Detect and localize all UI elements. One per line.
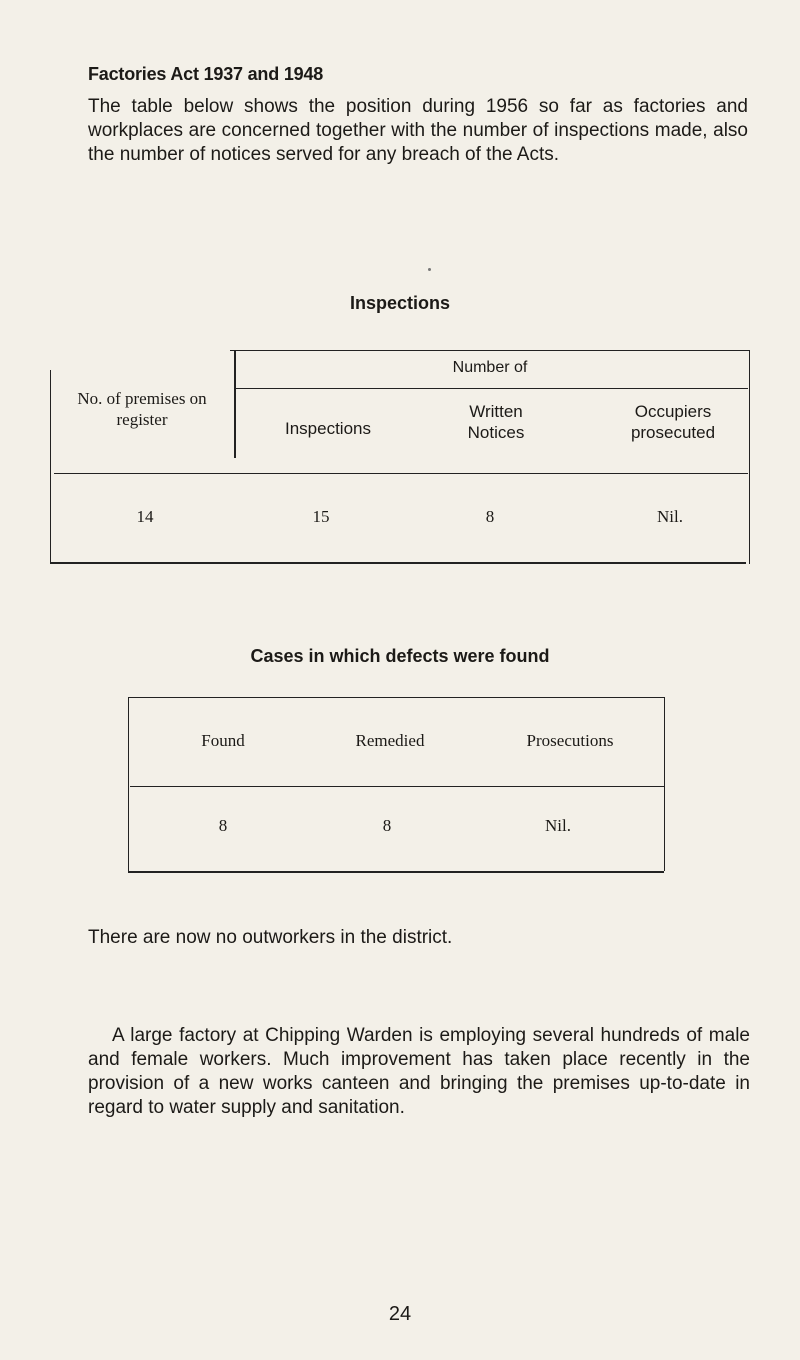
cases-left-border — [128, 697, 129, 873]
number-of-header: Number of — [452, 359, 528, 376]
table-bottom-border — [50, 562, 746, 564]
header-bottom-border — [54, 473, 748, 474]
scan-speck — [428, 268, 431, 271]
prosecutions-value: Nil. — [545, 816, 571, 835]
occupiers-prosecuted-header: Occupiers prosecuted — [630, 402, 716, 442]
found-value: 8 — [218, 816, 228, 835]
table-top-border — [230, 350, 750, 351]
intro-paragraph: The table below shows the position during 1956 so far as factories and workplaces are concerned together with the number of inspections made, also the number of notices served for any breach of the Acts. — [88, 96, 748, 165]
page-number: 24 — [388, 1303, 412, 1325]
cases-title: Cases in which defects were found — [250, 646, 550, 666]
prosecutions-header: Prosecutions — [526, 731, 614, 750]
cases-top-border — [128, 697, 664, 698]
inspections-value: 15 — [312, 507, 330, 526]
premises-value: 14 — [136, 507, 154, 526]
cases-right-border — [664, 697, 665, 871]
remedied-value: 8 — [382, 816, 392, 835]
premises-header: No. of premises on register — [77, 389, 207, 429]
section-heading: Factories Act 1937 and 1948 — [88, 64, 324, 84]
table-right-border — [749, 350, 750, 564]
notices-value: 8 — [485, 507, 495, 526]
factory-paragraph: A large factory at Chipping Warden is employing several hundreds of male and female workers. Much improvement has taken place recently in the provision of a new works canteen and bringing the premises up-to-date in regard to water supply and sanitation. — [88, 1025, 750, 1118]
cases-header-border — [130, 786, 664, 787]
group-underline — [236, 388, 748, 389]
inspections-title: Inspections — [349, 293, 451, 313]
inspections-header: Inspections — [285, 419, 371, 438]
column-divider — [234, 350, 236, 458]
outworkers-paragraph: There are now no outworkers in the district. — [88, 927, 453, 948]
cases-table — [128, 697, 668, 873]
remedied-header: Remedied — [355, 731, 425, 750]
inspections-table — [50, 350, 750, 564]
written-notices-header: Written Notices — [467, 402, 525, 442]
cases-bottom-border — [128, 871, 664, 873]
found-header: Found — [201, 731, 245, 750]
prosecuted-value: Nil. — [657, 507, 683, 526]
